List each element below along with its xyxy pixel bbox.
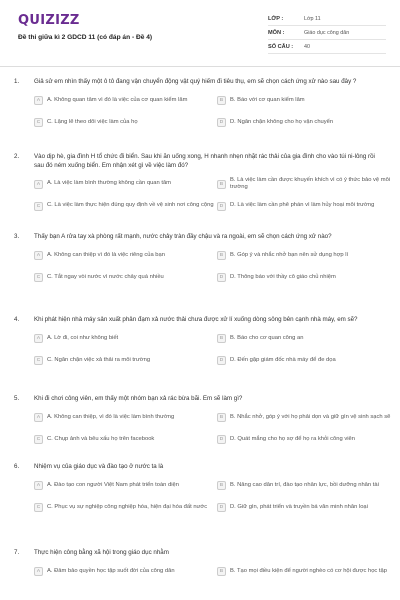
- option-letter-badge: C: [34, 273, 43, 282]
- option-text: B. Góp ý và nhắc nhở bạn nên sử dụng hợp lí: [230, 251, 349, 258]
- option-text: D. Quát mắng cho họ sợ để họ ra khỏi công viên: [230, 435, 355, 442]
- meta-value: Giáo dục công dân: [304, 29, 350, 36]
- page-header: [0, 0, 400, 66]
- question-number: 3.: [14, 233, 20, 240]
- option-text: D. Giữ gìn, phát triển và truyền bá văn minh nhân loại: [230, 503, 368, 510]
- question-number: 7.: [14, 549, 20, 556]
- option-text: B. Nâng cao dân trí, đào tạo nhân lực, bồi dưỡng nhân tài: [230, 481, 379, 488]
- option-letter-badge: C: [34, 435, 43, 444]
- option-text: B. Báo với cơ quan kiểm lâm: [230, 96, 305, 103]
- answer-option-a[interactable]: [34, 176, 214, 192]
- option-letter-badge: C: [34, 118, 43, 127]
- question-number: 4.: [14, 316, 20, 323]
- meta-label: LỚP :: [268, 15, 284, 22]
- meta-table: [268, 12, 386, 54]
- answer-option-b[interactable]: [217, 248, 397, 264]
- question-5: [0, 395, 400, 448]
- option-letter-badge: D: [217, 503, 226, 512]
- question-number: 5.: [14, 395, 20, 402]
- option-letter-badge: C: [34, 202, 43, 211]
- question-text: Giả sử em nhìn thấy một ô tô đang vận chuyển động vật quý hiếm đi tiêu thụ, em sẽ chọn cách ứng xử nào sau đây ?: [34, 78, 357, 85]
- answer-options: [34, 93, 382, 131]
- option-letter-badge: B: [217, 334, 226, 343]
- question-number: 6.: [14, 463, 20, 470]
- question-number: 2.: [14, 153, 20, 160]
- option-text: A. Không can thiệp, vì đó là việc làm bình thường: [47, 413, 175, 420]
- answer-option-d[interactable]: [217, 432, 397, 448]
- option-text: C. Lặng lẽ theo dõi việc làm của họ: [47, 118, 138, 125]
- option-letter-badge: A: [34, 567, 43, 576]
- option-letter-badge: A: [34, 180, 43, 189]
- option-letter-badge: B: [217, 96, 226, 105]
- header-divider: [0, 66, 400, 67]
- question-1: [0, 78, 400, 131]
- question-text: Nhiệm vụ của giáo dục và đào tạo ở nước ta là: [34, 463, 164, 470]
- option-letter-badge: A: [34, 251, 43, 260]
- option-text: C. Ngăn chặn việc xả thải ra môi trường: [47, 356, 151, 363]
- option-letter-badge: B: [217, 413, 226, 422]
- answer-option-d[interactable]: [217, 115, 397, 131]
- option-letter-badge: D: [217, 356, 226, 365]
- answer-option-a[interactable]: [34, 248, 214, 264]
- option-text: B. Tạo mọi điều kiện để người nghèo có cơ hội được học tập: [230, 567, 387, 574]
- meta-row-class: [268, 12, 386, 26]
- meta-row-count: [268, 40, 386, 54]
- answer-option-a[interactable]: [34, 93, 214, 109]
- question-6: [0, 463, 400, 516]
- answer-options: [34, 331, 382, 369]
- question-2: [0, 153, 400, 214]
- answer-option-d[interactable]: [217, 500, 397, 516]
- option-text: A. Không can thiệp vì đó là việc riêng của bạn: [47, 251, 165, 258]
- option-letter-badge: B: [217, 251, 226, 260]
- document-title: Đề thi giữa kì 2 GDCD 11 (có đáp án - Đề 4): [18, 34, 153, 41]
- option-text: A. Đảm bảo quyền học tập suốt đời của công dân: [47, 567, 175, 574]
- meta-value: 40: [304, 43, 310, 50]
- option-letter-badge: C: [34, 503, 43, 512]
- option-letter-badge: A: [34, 96, 43, 105]
- option-letter-badge: D: [217, 118, 226, 127]
- question-text: Thấy bạn A rửa tay xà phòng rất mạnh, nước chảy tràn đầy chậu và ra ngoài, em sẽ chọn cách ứng xử nào?: [34, 233, 332, 240]
- answer-option-c[interactable]: [34, 198, 214, 214]
- answer-option-d[interactable]: [217, 270, 397, 286]
- meta-label: MÔN :: [268, 29, 285, 36]
- option-text: A. Không quan tâm vì đó là việc của cơ quan kiểm lâm: [47, 96, 188, 103]
- answer-option-d[interactable]: [217, 198, 397, 214]
- answer-option-b[interactable]: [217, 93, 397, 109]
- option-letter-badge: A: [34, 334, 43, 343]
- option-text: D. Thông báo với thầy cô giáo chủ nhiệm: [230, 273, 336, 280]
- option-text: C. Chụp ảnh và bêu xấu họ trên facebook: [47, 435, 155, 442]
- question-3: [0, 233, 400, 286]
- answer-option-b[interactable]: [217, 176, 397, 192]
- answer-option-b[interactable]: [217, 564, 397, 580]
- option-text: A. Đào tạo con người Việt Nam phát triển toàn diện: [47, 481, 179, 488]
- option-text: D. Là việc làm cần phê phán vì làm hủy hoại môi trường: [230, 202, 375, 209]
- answer-option-c[interactable]: [34, 353, 214, 369]
- option-letter-badge: A: [34, 481, 43, 490]
- option-text: C. Phục vụ sự nghiệp công nghiệp hóa, hiện đại hóa đất nước: [47, 503, 208, 510]
- option-letter-badge: D: [217, 202, 226, 211]
- option-text: D. Ngăn chặn không cho họ vận chuyển: [230, 118, 334, 125]
- option-text: B. Báo cho cơ quan công an: [230, 334, 304, 341]
- option-letter-badge: D: [217, 435, 226, 444]
- question-text: Vào dịp hè, gia đình H tổ chức đi biển. Sau khi ăn uống xong, H nhanh nhẹn nhặt rác thải của gia đình cho vào túi ni-lông rồi sau đó ném xuống biển. Em nhận xét gì về việc làm đó?: [34, 153, 375, 169]
- answer-options: [34, 410, 391, 448]
- answer-option-c[interactable]: [34, 270, 214, 286]
- answer-options: [34, 248, 382, 286]
- option-letter-badge: B: [217, 180, 226, 189]
- question-4: [0, 316, 400, 369]
- answer-option-c[interactable]: [34, 432, 214, 448]
- question-text: Khi phát hiện nhà máy sản xuất phân đạm xả nước thải chưa được xử lí xuống dòng sông bên cạnh nhà máy, em sẽ?: [34, 316, 358, 323]
- option-letter-badge: A: [34, 413, 43, 422]
- option-letter-badge: B: [217, 567, 226, 576]
- meta-label: SỐ CÂU :: [268, 43, 294, 50]
- option-text: B. Nhắc nhở, góp ý với họ phải dọn và giữ gìn vệ sinh sạch sẽ: [230, 413, 391, 420]
- answer-option-a[interactable]: [34, 410, 214, 426]
- answer-option-a[interactable]: [34, 478, 214, 494]
- question-number: 1.: [14, 78, 20, 85]
- answer-option-c[interactable]: [34, 500, 214, 516]
- meta-row-subject: [268, 26, 386, 40]
- question-text: Thực hiện công bằng xã hội trong giáo dục nhằm: [34, 549, 169, 556]
- option-text: C. Tắt ngay vòi nước vì nước chảy quá nhiều: [47, 273, 164, 280]
- answer-option-a[interactable]: [34, 564, 214, 580]
- answer-options: [34, 478, 382, 516]
- quizizz-logo: QUIZIZZ: [18, 13, 80, 28]
- answer-option-a[interactable]: [34, 331, 214, 347]
- answer-option-c[interactable]: [34, 115, 214, 131]
- question-7: [0, 549, 400, 580]
- answer-option-d[interactable]: [217, 353, 397, 369]
- option-text: B. Là việc làm cần được khuyến khích vì có ý thức bảo vệ môi trường: [230, 176, 391, 191]
- option-text: A. Lờ đi, coi như không biết: [47, 334, 119, 341]
- option-letter-badge: B: [217, 481, 226, 490]
- option-letter-badge: C: [34, 356, 43, 365]
- question-text: Khi đi chơi công viên, em thấy một nhóm bạn xả rác bừa bãi. Em sẽ làm gì?: [34, 395, 243, 402]
- answer-option-b[interactable]: [217, 478, 397, 494]
- answer-options: [34, 564, 387, 580]
- option-text: A. Là việc làm bình thường không cần quan tâm: [47, 180, 172, 187]
- meta-value: Lớp 11: [304, 15, 321, 22]
- answer-option-b[interactable]: [217, 410, 397, 426]
- option-text: C. Là việc làm thực hiện đúng quy định về vệ sinh nơi công cộng: [47, 202, 214, 209]
- option-letter-badge: D: [217, 273, 226, 282]
- answer-option-b[interactable]: [217, 331, 397, 347]
- answer-options: [34, 176, 391, 214]
- option-text: D. Đến gặp giám đốc nhà máy để đe dọa: [230, 356, 336, 363]
